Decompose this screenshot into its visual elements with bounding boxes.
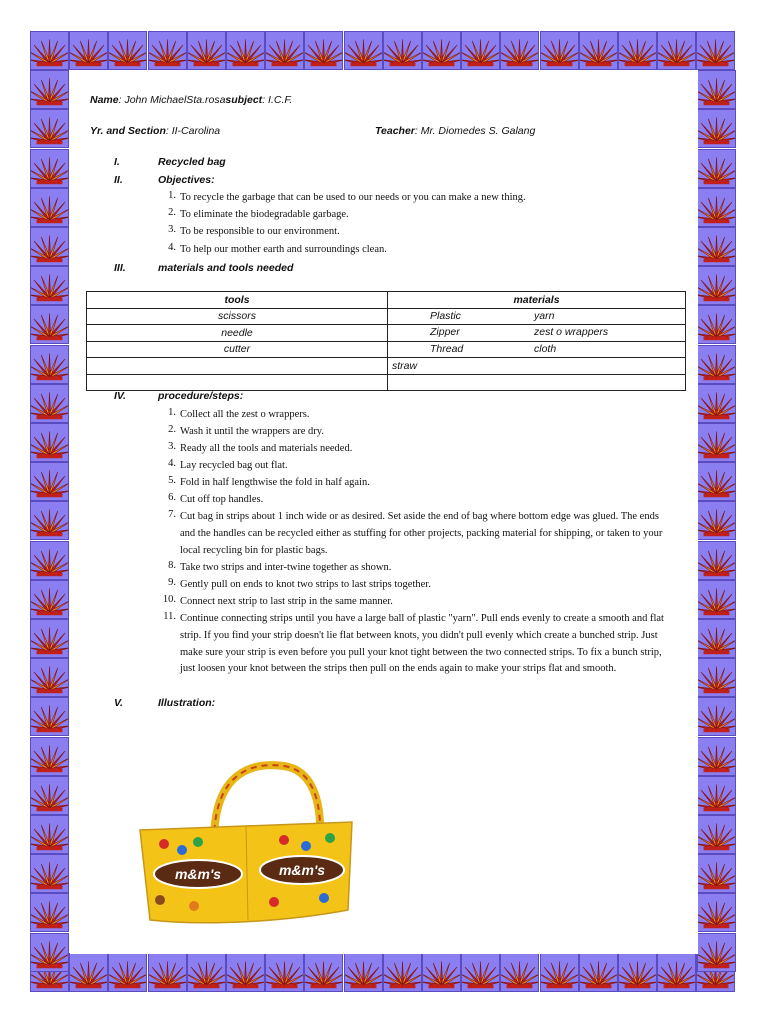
material-b: yarn <box>534 309 555 322</box>
item-number: 1. <box>168 407 176 418</box>
border-fan-tile <box>226 31 265 70</box>
border-fan-tile <box>461 31 500 70</box>
item-number: 2. <box>168 207 176 218</box>
border-fan-tile <box>30 345 69 384</box>
border-fan-tile <box>422 31 461 70</box>
name-label: Name <box>90 94 119 106</box>
border-fan-tile <box>697 854 736 893</box>
border-fan-tile <box>618 31 657 70</box>
border-fan-tile <box>344 953 383 992</box>
item-number: 1. <box>168 190 176 201</box>
item-number: 4. <box>168 242 176 253</box>
border-fan-tile <box>187 953 226 992</box>
border-fan-tile <box>579 953 618 992</box>
subject-label: subject <box>225 94 263 106</box>
section-ii <box>70 174 670 188</box>
border-fan-tile <box>540 953 579 992</box>
border-fan-tile <box>30 149 69 188</box>
materials-cell <box>388 374 686 391</box>
border-fan-tile <box>697 541 736 580</box>
table-row <box>87 374 686 391</box>
tool-cell: scissors <box>87 308 388 325</box>
table-row <box>87 341 686 358</box>
border-fan-tile <box>69 953 108 992</box>
border-fan-tile <box>148 31 187 70</box>
material-b: cloth <box>534 342 557 355</box>
border-fan-tile <box>697 109 736 148</box>
border-fan-tile <box>697 227 736 266</box>
border-fan-tile <box>697 933 736 972</box>
border-fan-tile <box>30 266 69 305</box>
border-fan-tile <box>30 384 69 423</box>
border-fan-tile <box>265 31 304 70</box>
tool-cell <box>87 358 388 375</box>
section-value: : II-Carolina <box>165 125 221 137</box>
materials-cell <box>388 325 686 342</box>
section-title: Objectives: <box>158 174 215 186</box>
border-fan-tile <box>697 266 736 305</box>
border-fan-tile <box>422 953 461 992</box>
border-fan-tile <box>697 658 736 697</box>
border-fan-tile <box>697 70 736 109</box>
section-numeral: IV. <box>114 390 126 402</box>
border-fan-tile <box>697 384 736 423</box>
border-fan-tile <box>30 462 69 501</box>
material-a: Zipper <box>430 326 460 338</box>
border-fan-tile <box>30 619 69 658</box>
border-fan-tile <box>697 305 736 344</box>
section-title: materials and tools needed <box>158 262 294 274</box>
border-fan-tile <box>30 776 69 815</box>
border-fan-tile <box>697 893 736 932</box>
border-fan-tile <box>696 31 735 70</box>
border-fan-tile <box>304 31 343 70</box>
name-value: : John MichaelSta.rosa <box>118 94 226 106</box>
border-fan-tile <box>30 815 69 854</box>
border-fan-tile <box>697 619 736 658</box>
list-item <box>156 424 676 441</box>
border-fan-tile <box>30 893 69 932</box>
border-fan-tile <box>500 31 539 70</box>
list-item <box>156 492 676 509</box>
item-number: 3. <box>168 441 176 452</box>
tool-cell: needle <box>87 325 388 342</box>
border-fan-tile <box>657 953 696 992</box>
border-fan-tile <box>265 953 304 992</box>
section-title: Illustration: <box>158 697 216 709</box>
item-text: Collect all the zest o wrappers. <box>180 409 310 420</box>
section-numeral: V. <box>114 697 123 709</box>
list-item <box>156 611 676 696</box>
teacher-value: : Mr. Diomedes S. Galang <box>414 125 536 137</box>
section-title: procedure/steps: <box>158 390 244 402</box>
section-label: Yr. and Section <box>90 125 166 137</box>
list-item <box>156 594 676 611</box>
border-fan-tile <box>383 31 422 70</box>
border-fan-tile <box>108 31 147 70</box>
subject-value: : I.C.F. <box>262 94 293 106</box>
materials-cell: straw <box>388 358 686 375</box>
border-fan-tile <box>30 658 69 697</box>
section-numeral: I. <box>114 156 120 168</box>
section-numeral: II. <box>114 174 123 186</box>
border-fan-tile <box>697 188 736 227</box>
border-fan-tile <box>697 580 736 619</box>
item-number: 2. <box>168 424 176 435</box>
border-fan-tile <box>540 31 579 70</box>
border-fan-tile <box>657 31 696 70</box>
item-number: 9. <box>168 577 176 588</box>
border-fan-tile <box>697 149 736 188</box>
item-number: 6. <box>168 492 176 503</box>
border-fan-tile <box>30 737 69 776</box>
teacher-label: Teacher <box>375 125 415 137</box>
section-numeral: III. <box>114 262 126 274</box>
table-header-row <box>87 292 686 309</box>
border-fan-tile <box>30 580 69 619</box>
item-text: Cut bag in strips about 1 inch wide or as desired. Set aside the end of bag where bottom edge was glued. The ends and the handles can be recycled either as stuffing for other projects, packing material for shipping, or taken to your local recycling bin for plastic bags. <box>180 511 663 556</box>
border-fan-tile <box>30 305 69 344</box>
list-item <box>156 242 676 259</box>
tool-cell: cutter <box>87 341 388 358</box>
border-fan-tile <box>30 854 69 893</box>
border-fan-tile <box>187 31 226 70</box>
border-fan-tile <box>697 345 736 384</box>
column-header-tools: tools <box>87 292 388 309</box>
section-i <box>70 156 670 170</box>
document-page <box>70 70 698 954</box>
border-fan-tile <box>148 953 187 992</box>
border-fan-tile <box>226 953 265 992</box>
border-fan-tile <box>30 541 69 580</box>
section-iii <box>70 262 670 276</box>
list-item <box>156 560 676 577</box>
section-iv <box>70 390 670 404</box>
item-number: 11. <box>163 611 176 622</box>
list-item <box>156 407 676 424</box>
border-fan-tile <box>344 31 383 70</box>
recycled-bag-illustration <box>134 760 364 930</box>
item-text: To recycle the garbage that can be used to our needs or you can make a new thing. <box>180 192 526 203</box>
table-row <box>87 325 686 342</box>
border-fan-tile <box>500 953 539 992</box>
border-fan-tile <box>30 501 69 540</box>
item-text: To help our mother earth and surroundings clean. <box>180 244 387 255</box>
table-row <box>87 358 686 375</box>
border-fan-tile <box>697 462 736 501</box>
border-fan-tile <box>30 697 69 736</box>
list-item <box>156 441 676 458</box>
item-number: 3. <box>168 224 176 235</box>
item-text: Wash it until the wrappers are dry. <box>180 426 324 437</box>
border-fan-tile <box>618 953 657 992</box>
list-item <box>156 224 676 241</box>
list-item <box>156 190 676 207</box>
item-text: Lay recycled bag out flat. <box>180 460 288 471</box>
list-item <box>156 577 676 594</box>
brand-logo-left <box>154 860 242 888</box>
border-fan-tile <box>30 423 69 462</box>
item-text: Fold in half lengthwise the fold in half again. <box>180 477 370 488</box>
brand-logo-right <box>260 856 344 884</box>
materials-cell <box>388 308 686 325</box>
materials-cell <box>388 341 686 358</box>
material-b: zest o wrappers <box>534 326 609 338</box>
item-text: To be responsible to our environment. <box>180 226 340 237</box>
item-number: 4. <box>168 458 176 469</box>
border-fan-tile <box>30 227 69 266</box>
item-text: Take two strips and inter-twine together as shown. <box>180 562 392 573</box>
column-header-materials: materials <box>388 292 686 309</box>
tool-cell <box>87 374 388 391</box>
border-fan-tile <box>697 697 736 736</box>
materials-table <box>86 291 686 391</box>
border-fan-tile <box>30 188 69 227</box>
list-item <box>156 475 676 492</box>
border-fan-tile <box>30 31 69 70</box>
brand-text-left: m&m's <box>174 866 222 882</box>
border-fan-tile <box>579 31 618 70</box>
item-text: Ready all the tools and materials needed. <box>180 443 353 454</box>
teacher-line <box>375 125 535 137</box>
material-a: Plastic <box>430 309 461 322</box>
list-item <box>156 207 676 224</box>
section-line <box>90 125 220 137</box>
item-text: Cut off top handles. <box>180 494 264 505</box>
border-fan-tile <box>383 953 422 992</box>
name-line <box>90 94 292 106</box>
item-text: Connect next strip to last strip in the same manner. <box>180 596 393 607</box>
item-number: 8. <box>168 560 176 571</box>
border-fan-tile <box>697 423 736 462</box>
item-number: 7. <box>168 509 176 520</box>
border-fan-tile <box>304 953 343 992</box>
border-fan-tile <box>697 815 736 854</box>
material-a: Thread <box>430 342 464 355</box>
item-number: 5. <box>168 475 176 486</box>
border-fan-tile <box>108 953 147 992</box>
table-row <box>87 308 686 325</box>
item-text: Gently pull on ends to knot two strips to last strips together. <box>180 579 431 590</box>
list-item <box>156 509 676 560</box>
item-number: 10. <box>162 594 176 605</box>
brand-text-right: m&m's <box>278 862 326 878</box>
section-title: Recycled bag <box>158 156 226 168</box>
border-fan-tile <box>30 933 69 972</box>
border-fan-tile <box>30 70 69 109</box>
item-text: To eliminate the biodegradable garbage. <box>180 209 349 220</box>
border-fan-tile <box>697 776 736 815</box>
border-fan-tile <box>697 501 736 540</box>
list-item <box>156 458 676 475</box>
item-text: Continue connecting strips until you have a large ball of plastic "yarn". Pull ends evenly to create a smooth and flat strip. If you find your strip doesn't lie flat between knots, you didn't pull evenly which create a bunched strip. Just make sure your strip is even before you pull your knot tight between the two connected strips. To fix a bunch strip, just loosen your knot between the strips then pull on the ends again to make your strips flat and smooth. <box>180 613 664 675</box>
border-fan-tile <box>461 953 500 992</box>
section-v <box>70 697 670 711</box>
border-fan-tile <box>697 737 736 776</box>
border-fan-tile <box>30 109 69 148</box>
border-fan-tile <box>69 31 108 70</box>
